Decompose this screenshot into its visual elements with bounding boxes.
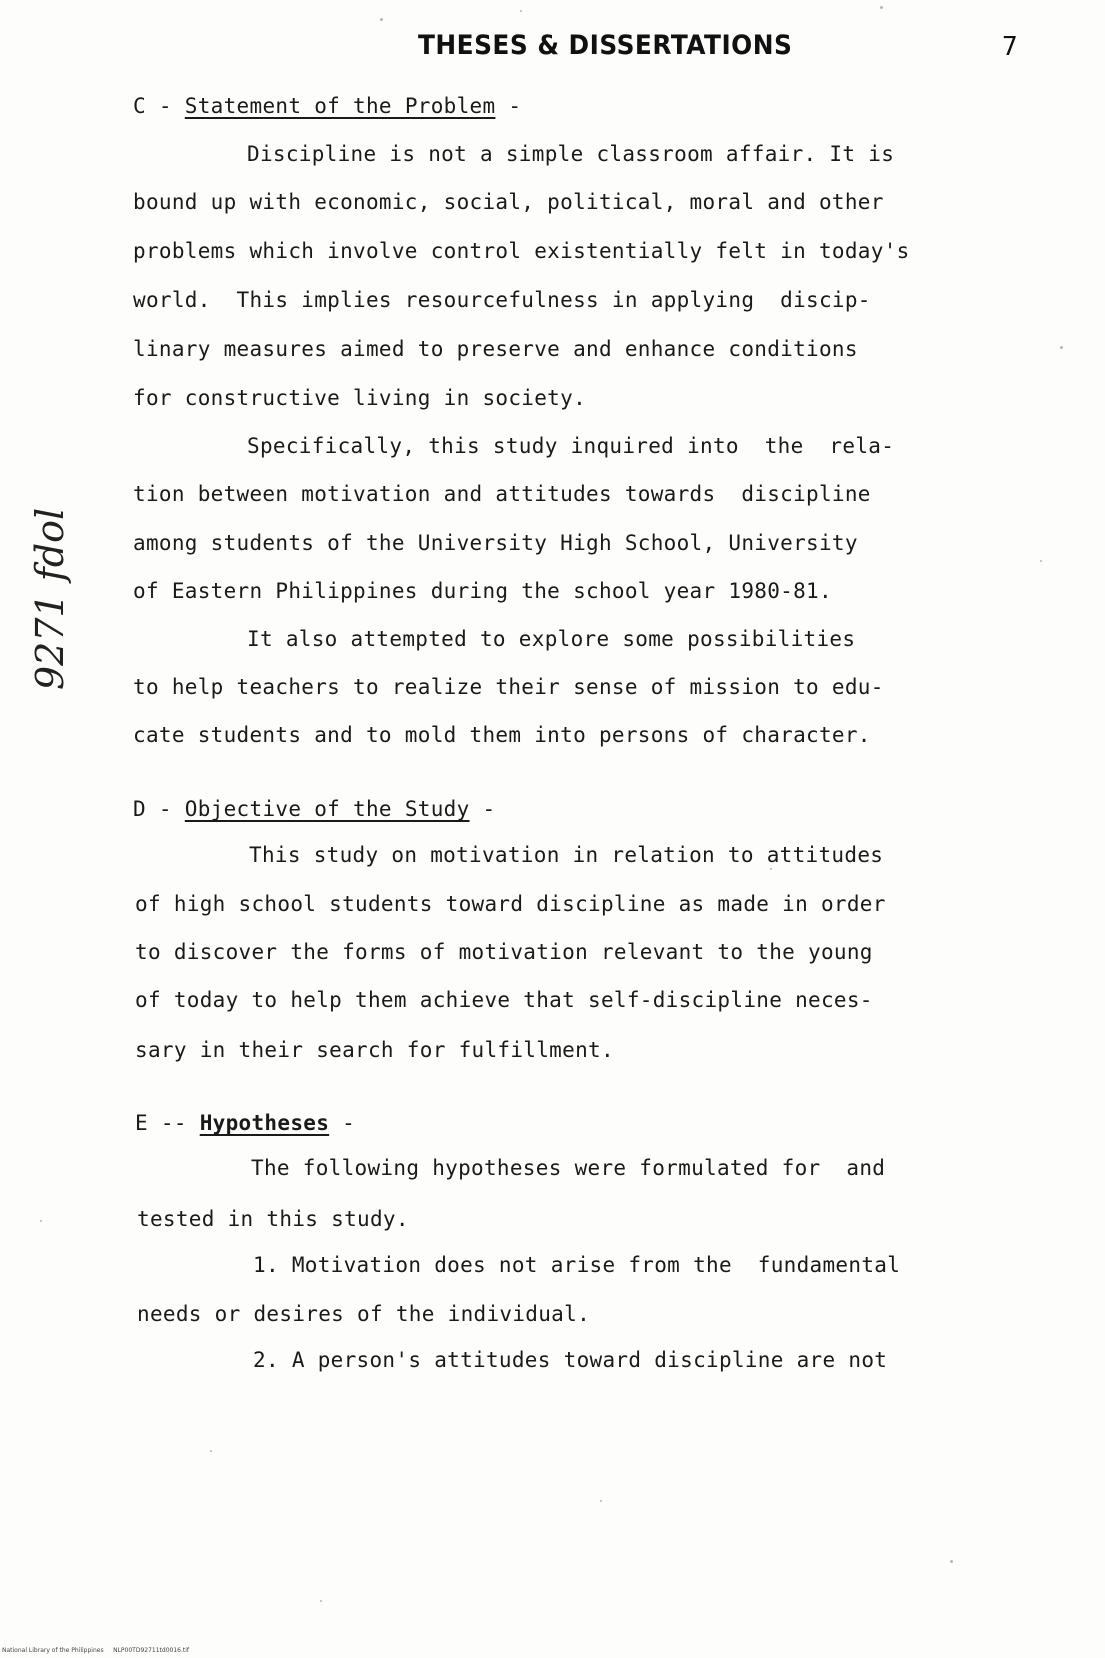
scan-speck xyxy=(950,1560,953,1563)
handwritten-margin-note: 9271 fdol xyxy=(28,507,72,690)
section-c-line-6: for constructive living in society. xyxy=(133,386,587,410)
section-c-line-8: tion between motivation and attitudes towards discipline xyxy=(133,482,871,506)
section-d-line-4: of today to help them achieve that self-discipline neces- xyxy=(135,988,873,1012)
section-c-line-10: of Eastern Philippines during the school year 1980-81. xyxy=(133,579,832,603)
section-c-line-9: among students of the University High School, University xyxy=(133,531,858,555)
section-c-prefix: C - xyxy=(133,94,185,118)
scan-speck xyxy=(320,1600,322,1602)
page-number: 7 xyxy=(1002,32,1018,62)
section-e-line-4: needs or desires of the individual. xyxy=(137,1302,591,1326)
section-c-line-11: It also attempted to explore some possibilities xyxy=(247,627,856,651)
section-e-prefix: E -- xyxy=(135,1111,200,1135)
section-c-title: Statement of the Problem xyxy=(184,94,496,118)
section-c-line-7: Specifically, this study inquired into the rela- xyxy=(247,434,895,458)
section-d-line-2: of high school students toward discipline as made in order xyxy=(135,892,886,916)
section-e-line-1: The following hypotheses were formulated for and xyxy=(251,1156,886,1180)
scan-speck xyxy=(1040,560,1042,562)
section-c-line-3: problems which involve control existentially felt in today's xyxy=(133,239,910,263)
section-c-line-2: bound up with economic, social, political, moral and other xyxy=(133,190,884,214)
section-d-line-1: This study on motivation in relation to attitudes xyxy=(249,843,884,867)
section-d-heading xyxy=(133,797,495,821)
theses-dissertations-stamp: THESES & DISSERTATIONS xyxy=(418,30,793,61)
scan-footer: National Library of the Philippines NLP00TD92711td0016.tif xyxy=(2,1647,190,1654)
section-d-prefix: D - xyxy=(133,797,185,821)
scan-speck xyxy=(1060,346,1063,349)
section-d-title: Objective of the Study xyxy=(184,797,470,821)
section-d-line-5: sary in their search for fulfillment. xyxy=(135,1038,614,1062)
section-c-heading xyxy=(133,94,521,118)
section-c-line-12: to help teachers to realize their sense of mission to edu- xyxy=(133,675,884,699)
scan-speck xyxy=(600,1500,602,1502)
section-c-line-4: world. This implies resourcefulness in applying discip- xyxy=(133,288,871,312)
section-e-line-2: tested in this study. xyxy=(137,1207,409,1231)
scan-speck xyxy=(40,1220,42,1222)
scan-speck xyxy=(880,6,883,9)
section-d-line-3: to discover the forms of motivation relevant to the young xyxy=(135,940,873,964)
scan-speck xyxy=(770,868,772,870)
scan-speck xyxy=(210,1450,212,1452)
section-e-line-3: 1. Motivation does not arise from the fundamental xyxy=(253,1253,901,1277)
section-c-line-1: Discipline is not a simple classroom affair. It is xyxy=(247,142,895,166)
section-e-title: Hypotheses xyxy=(199,1111,330,1135)
section-c-line-13: cate students and to mold them into persons of character. xyxy=(133,723,871,747)
section-c-suffix: - xyxy=(495,94,522,118)
section-d-suffix: - xyxy=(469,797,496,821)
scan-speck xyxy=(520,10,522,12)
section-e-heading xyxy=(135,1111,355,1135)
scan-speck xyxy=(380,18,383,21)
section-e-line-5: 2. A person's attitudes toward discipline are not xyxy=(253,1348,888,1372)
section-c-line-5: linary measures aimed to preserve and enhance conditions xyxy=(133,337,858,361)
section-e-suffix: - xyxy=(329,1111,356,1135)
